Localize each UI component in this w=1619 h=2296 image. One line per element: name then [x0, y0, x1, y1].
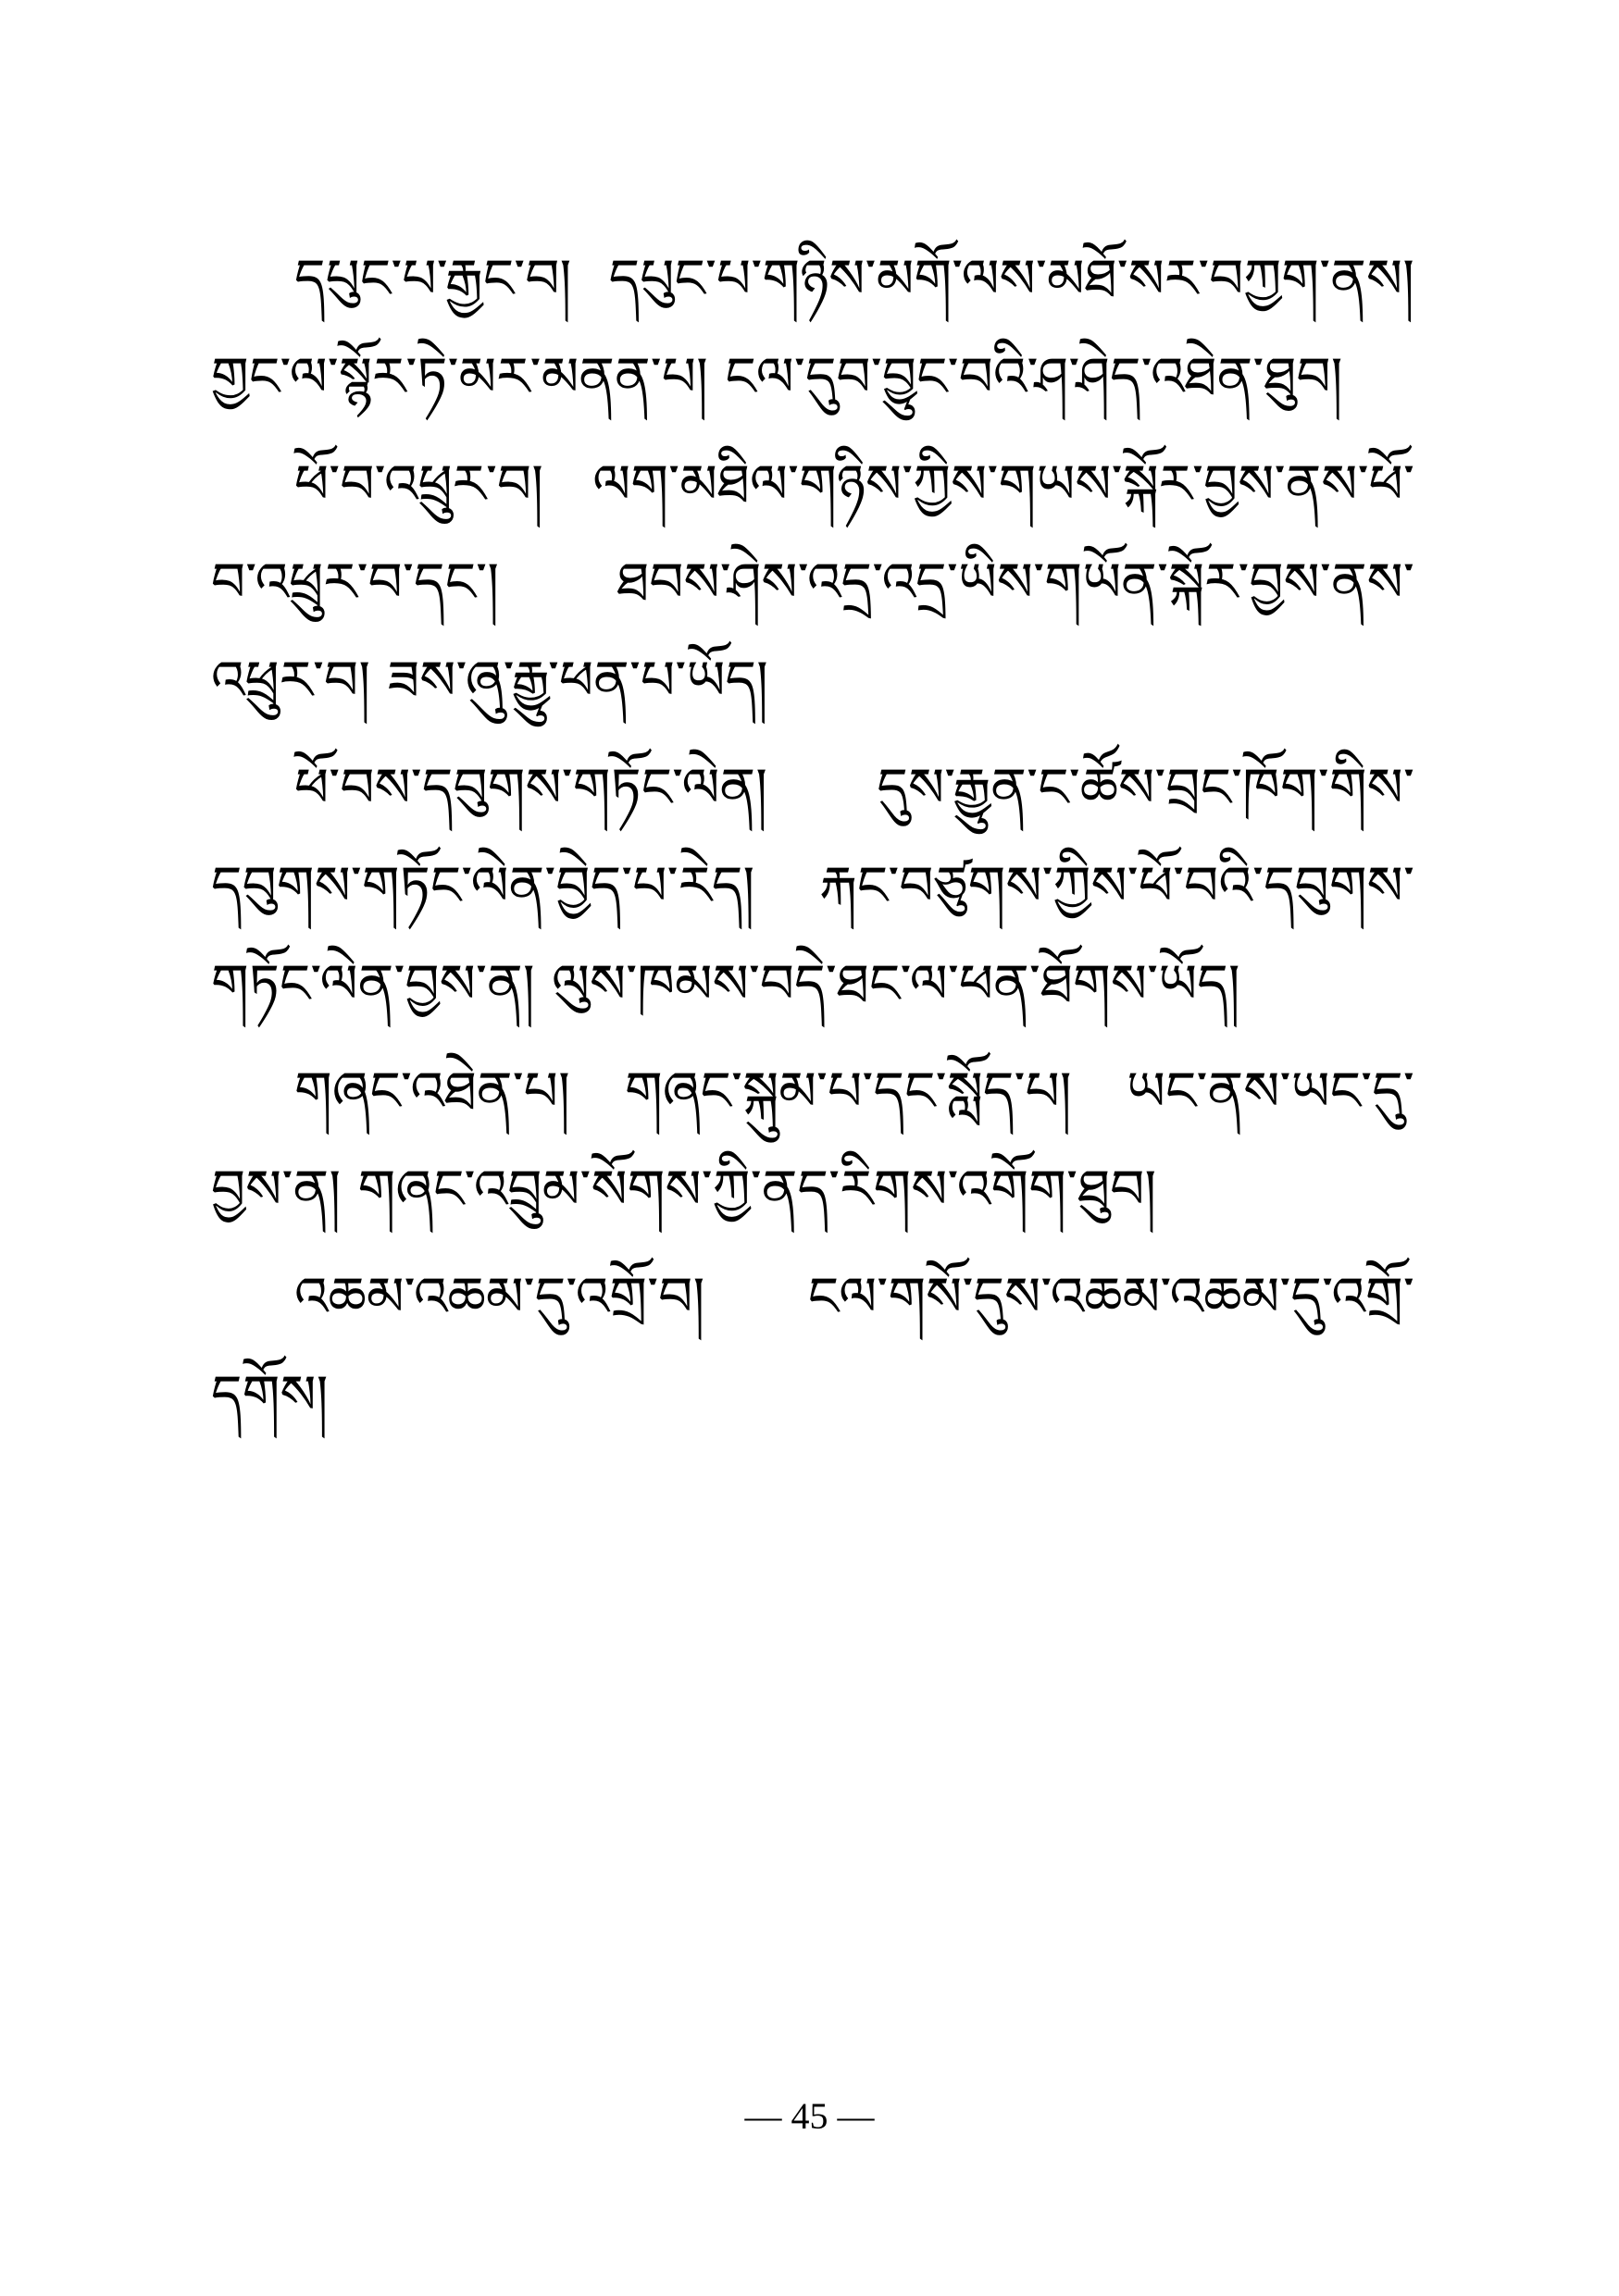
- body-text: [211, 230, 1414, 1444]
- page-number: — 45 —: [744, 2095, 875, 2137]
- paragraph-abdominal-breathing: ཕོ་བས་དབུགས་གཏོང་ལེན། དུས་རྒྱུན་ང་ཚོས་བྲང་ཁོག་གིས་དབུགས་གཏོང་ལེན་བྱེད་པ་རེད། རྐང་བཙུགས་ཀྱིས་ཕོ་བའི་དབུགས་གཏོང་ལེན་བྱས་ན། ལུས་ཁམས་བདེ་ཐང་ལ་ཕན་ཐོགས་ཡོད།: [211, 756, 1414, 1015]
- paragraph-shoulder-stretch: དཔུང་པ་རྒྱང་བ། དཔུང་པ་གཉིས་མགོ་ལས་མཐོ་སར་བཀྱག་ནས། གྱང་ལ་སྙོར་ཏེ་མར་མནན་པ། ངལ་དུབ་བྱུང་བའི་ཤ་ཤེད་འཐེན་ཐུབ།: [211, 247, 1414, 408]
- paragraph-anal-contraction: གཞང་འཐེན་པ། གཞང་སྐུམ་པ་དང་སློད་པ། ཡང་ནས་ཡང་དུ་བྱས་ན། གཞང་འབྲུམ་སོགས་ཀྱི་ནད་རིགས་འགོག་ཐུབ།: [211, 1060, 1414, 1221]
- paragraph-stomach-massage: ཕོ་བ་འཕྲུར་བ། ལག་མཐིལ་གཉིས་ཀྱིས་གཡས་སྐོར་བྱས་ནས་ཕོ་བ་འཕྲུར་བ་དང་། ཐབས་ཤེས་འདྲ་འདྲ་ཡིས་གཡོན་སྐོར་བྱས་ནས་འཕྲུར་བ། ཟས་ཞུ་རྒྱུ་ཕན་པ་ཡོད།: [211, 453, 1414, 712]
- paragraph-strolling: འཆམ་འཆམ་དུ་འགྲོ་བ། ངལ་གསོ་དུས་འཆམ་འཆམ་དུ་འགྲོ་དགོས།: [211, 1265, 1414, 1426]
